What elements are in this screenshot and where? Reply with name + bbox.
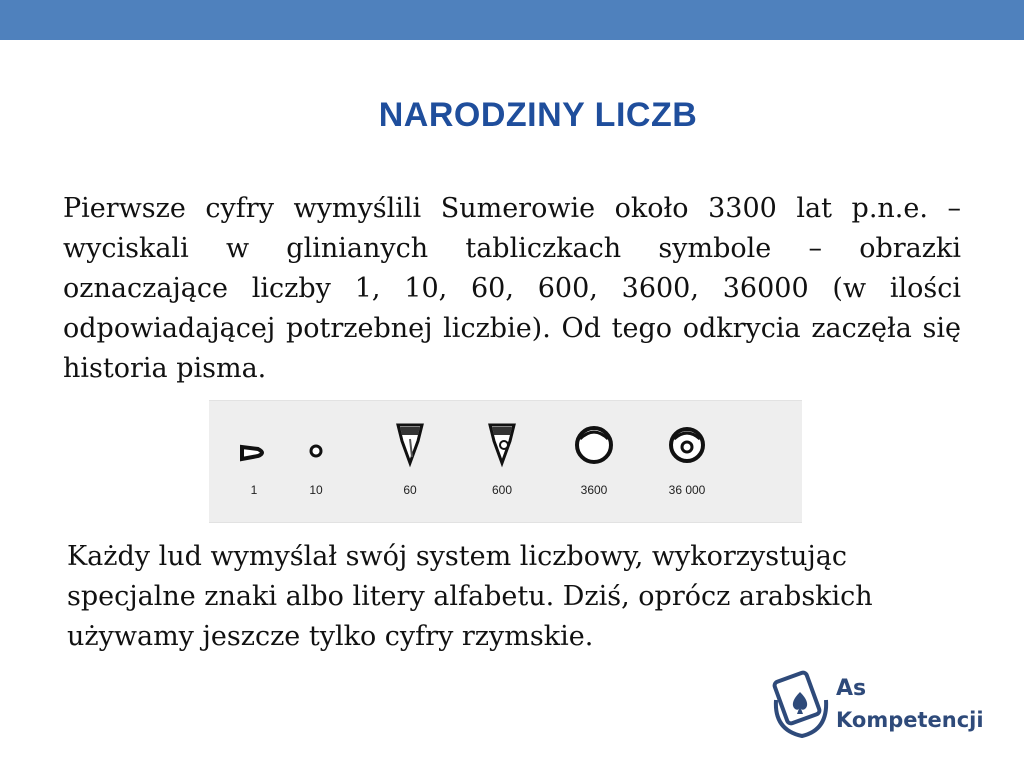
logo-text-as: As bbox=[836, 676, 867, 701]
slide-title: NARODZINY LICZB bbox=[378, 96, 698, 134]
symbol-1-label: 1 bbox=[250, 483, 258, 497]
paragraph-sumerians: Pierwsze cyfry wymyślili Sumerowie około 3300 lat p.n.e. – wyciskali w glinianych tabliczkach symbole – obrazki oznaczające liczby 1, 10, 60, 600, 3600, 36000 (w ilości odpowiadającej potrzebnej liczbie). Od tego odkrycia zaczęła się historia pisma. bbox=[63, 193, 961, 384]
symbol-60 bbox=[365, 411, 455, 511]
symbol-10 bbox=[271, 411, 361, 511]
logo-text-kompetencji: Kompetencji bbox=[836, 708, 984, 732]
symbol-1-icon bbox=[234, 411, 274, 471]
symbol-3600-icon bbox=[569, 411, 619, 471]
symbol-10-label: 10 bbox=[309, 483, 323, 497]
symbol-36000 bbox=[642, 411, 732, 511]
symbol-60-label: 60 bbox=[403, 483, 417, 497]
spade-card-icon bbox=[770, 670, 832, 742]
sumerian-symbols-image bbox=[209, 400, 802, 523]
paragraph-number-systems: Każdy lud wymyślał swój system liczbowy, wykorzystując specjalne znaki albo litery alfabetu. Dziś, oprócz arabskich używamy jeszcze tylko cyfry rzymskie. bbox=[67, 541, 873, 652]
symbol-36000-icon bbox=[662, 411, 712, 471]
symbol-600-icon bbox=[482, 411, 522, 471]
symbol-60-icon bbox=[390, 411, 430, 471]
symbol-3600 bbox=[549, 411, 639, 511]
symbol-36000-label: 36 000 bbox=[668, 483, 706, 497]
symbol-600-label: 600 bbox=[491, 483, 513, 497]
symbol-3600-label: 3600 bbox=[580, 483, 608, 497]
as-kompetencji-logo bbox=[770, 670, 1000, 750]
symbol-600 bbox=[457, 411, 547, 511]
top-bar bbox=[0, 0, 1024, 40]
symbol-10-icon bbox=[296, 411, 336, 471]
